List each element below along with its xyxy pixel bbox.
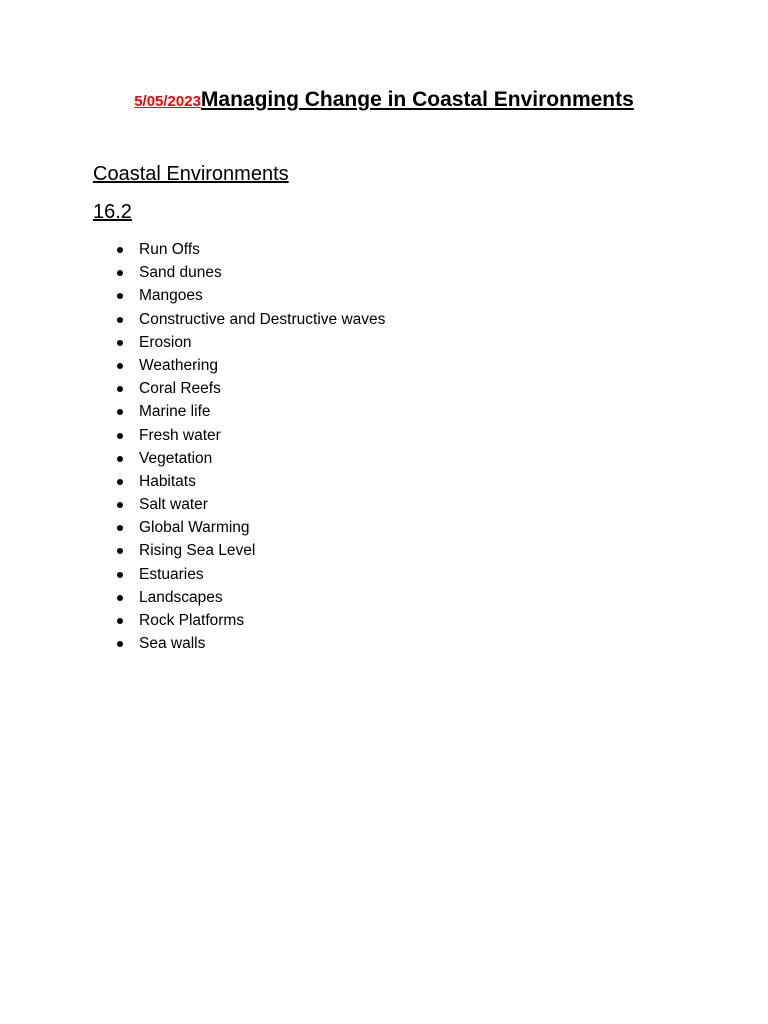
list-item: [93, 539, 385, 562]
list-item: [93, 308, 385, 331]
list-item: [93, 261, 385, 284]
list-item: [93, 424, 385, 447]
bullet-icon: [117, 595, 123, 601]
list-item: [93, 632, 385, 655]
bullet-icon: [117, 270, 123, 276]
list-item-text: Sand dunes: [139, 264, 222, 282]
list-item-text: Estuaries: [139, 565, 204, 583]
bullet-icon: [117, 433, 123, 439]
bullet-list: [93, 238, 385, 655]
bullet-icon: [117, 363, 123, 369]
bullet-icon: [117, 409, 123, 415]
section-heading: Coastal Environments: [93, 163, 289, 185]
list-item-text: Vegetation: [139, 449, 213, 467]
bullet-icon: [117, 641, 123, 647]
date-label: 5/05/2023: [134, 93, 201, 110]
bullet-icon: [117, 525, 123, 531]
list-item-text: Weathering: [139, 356, 218, 374]
bullet-icon: [117, 386, 123, 392]
list-item: [93, 493, 385, 516]
list-item: [93, 400, 385, 423]
page-title: Managing Change in Coastal Environments: [200, 88, 634, 111]
list-item: [93, 586, 385, 609]
list-item: [93, 354, 385, 377]
bullet-icon: [117, 502, 123, 508]
bullet-icon: [117, 317, 123, 323]
list-item-text: Salt water: [139, 496, 208, 514]
list-item: [93, 284, 385, 307]
bullet-icon: [117, 247, 123, 253]
list-item-text: Sea walls: [139, 635, 206, 653]
list-item: [93, 377, 385, 400]
list-item-text: Mangoes: [139, 287, 203, 305]
list-item: [93, 470, 385, 493]
list-item-text: Landscapes: [139, 588, 223, 606]
list-item: [93, 563, 385, 586]
list-item-text: Habitats: [139, 472, 196, 490]
list-item: [93, 447, 385, 470]
bullet-icon: [117, 479, 123, 485]
bullet-icon: [117, 548, 123, 554]
list-item-text: Rock Platforms: [139, 612, 245, 629]
bullet-icon: [117, 572, 123, 578]
bullet-icon: [117, 456, 123, 462]
section-number: 16.2: [93, 201, 132, 223]
list-item-text: Constructive and Destructive waves: [139, 310, 386, 328]
bullet-icon: [117, 618, 123, 624]
list-item: [93, 331, 385, 354]
list-item-text: Erosion: [139, 333, 192, 351]
list-item-text: Coral Reefs: [139, 380, 221, 398]
list-item-text: Rising Sea Level: [139, 542, 256, 560]
list-item-text: Marine life: [139, 403, 211, 421]
title-line: [0, 88, 768, 112]
list-item: [93, 238, 385, 261]
list-item-text: Global Warming: [139, 519, 250, 537]
bullet-icon: [117, 340, 123, 346]
list-item-text: Run Offs: [139, 241, 200, 258]
list-item-text: Fresh water: [139, 426, 221, 444]
list-item: [93, 609, 385, 632]
list-item: [93, 516, 385, 539]
bullet-icon: [117, 293, 123, 299]
